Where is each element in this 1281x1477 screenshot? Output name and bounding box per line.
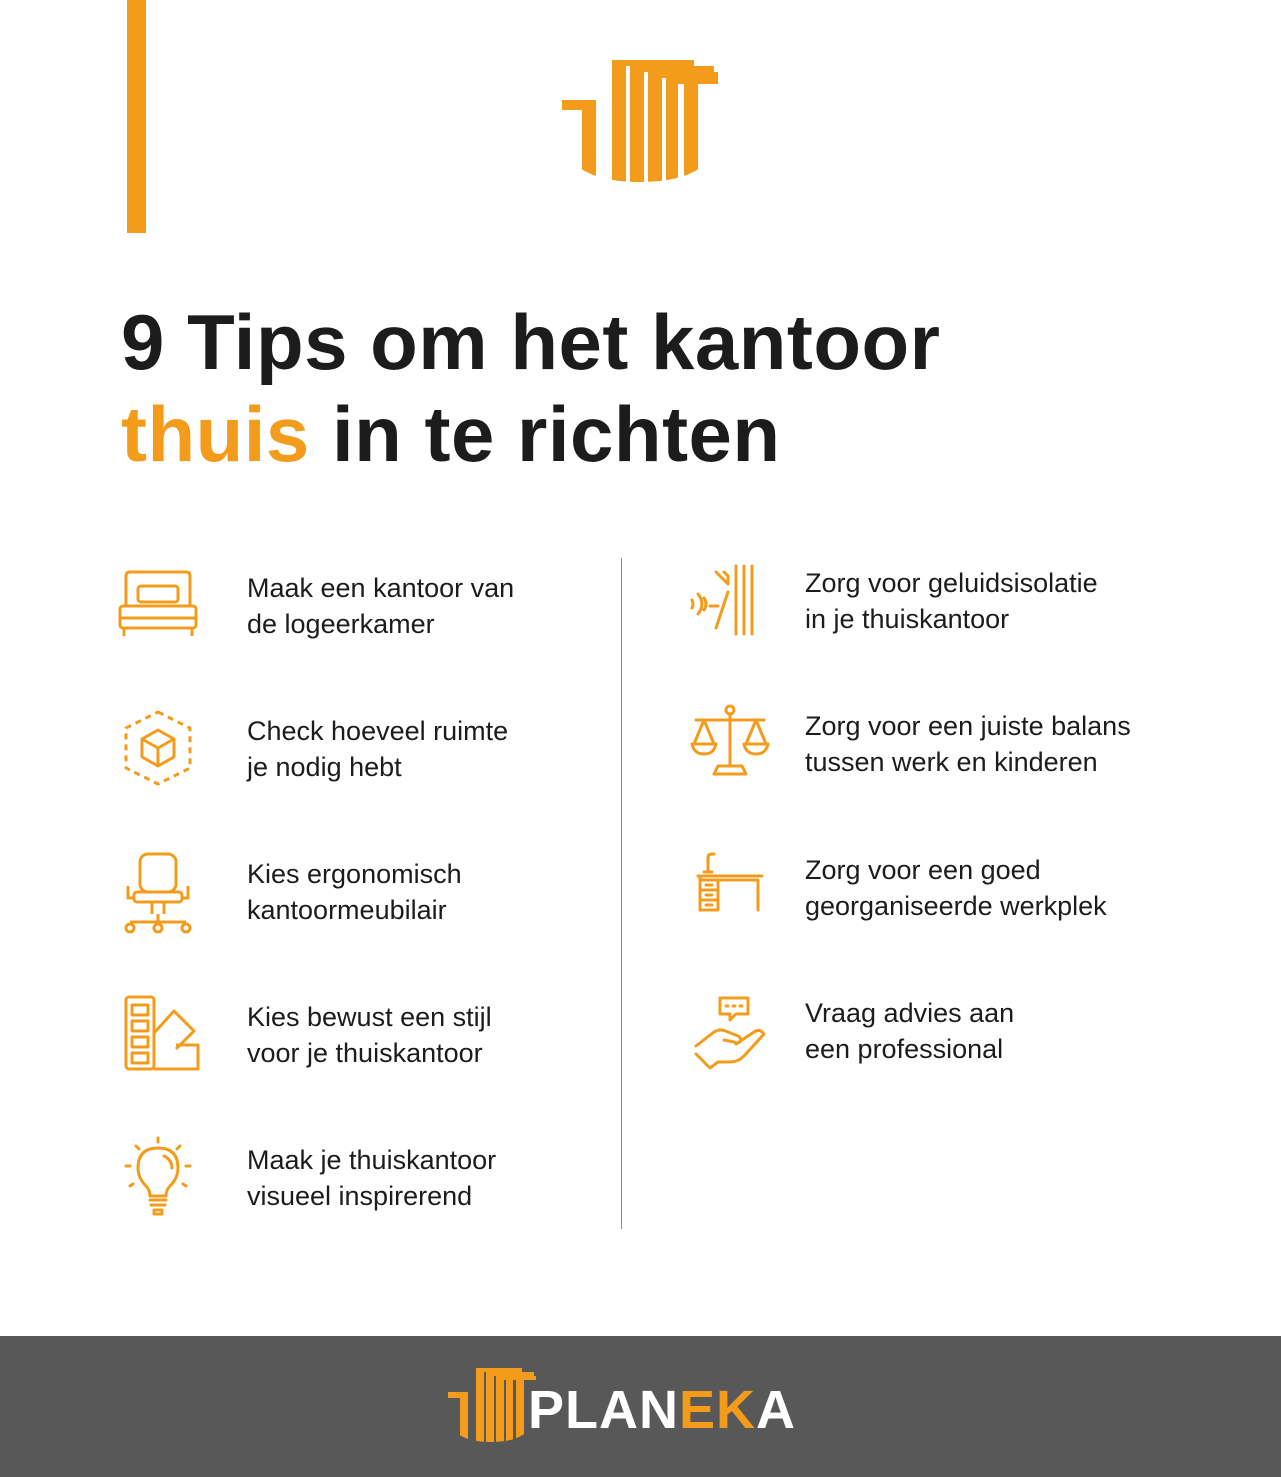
office-chair-icon: [116, 852, 200, 936]
sound-insulation-icon: [688, 562, 772, 646]
balance-scale-icon: [688, 700, 772, 784]
tip-text: Kies bewust een stijl voor je thuiskantoor: [247, 1002, 492, 1068]
light-bulb-icon: [116, 1134, 200, 1218]
color-swatch-icon: [118, 993, 202, 1077]
brand-part1: PLAN: [528, 1380, 679, 1440]
tip-text: Vraag advies aan een professional: [805, 998, 1015, 1064]
dimension-cube-icon: [116, 706, 200, 790]
brand-wordmark: [528, 1378, 796, 1442]
tip-text: Zorg voor een goed georganiseerde werkplek: [805, 855, 1107, 921]
tip-text: Maak een kantoor van de logeerkamer: [247, 573, 515, 639]
brand-part2: EK: [679, 1380, 757, 1440]
tip-text: Zorg voor geluidsisolatie in je thuiskantoor: [805, 568, 1098, 634]
column-divider: [621, 558, 622, 1229]
accent-bar: [127, 0, 146, 233]
advice-hand-icon: [688, 990, 772, 1074]
title-number: 9: [121, 298, 165, 386]
title-highlight: thuis: [121, 390, 310, 478]
brand-part3: A: [756, 1380, 797, 1440]
tip-text: Check hoeveel ruimte je nodig hebt: [247, 716, 509, 782]
tip-text: Maak je thuiskantoor visueel inspirerend: [247, 1145, 497, 1211]
desk-icon: [688, 846, 772, 930]
bed-icon: [116, 566, 200, 650]
page-title: [121, 296, 1181, 480]
tip-text: Kies ergonomisch kantoormeubilair: [247, 859, 462, 925]
title-line1: Tips om het kantoor: [187, 298, 941, 386]
logo-mark: [446, 1366, 536, 1442]
tip-text: Zorg voor een juiste balans tussen werk en kinderen: [805, 711, 1131, 777]
logo-mark: [560, 56, 720, 182]
title-line2: in te richten: [332, 390, 781, 478]
